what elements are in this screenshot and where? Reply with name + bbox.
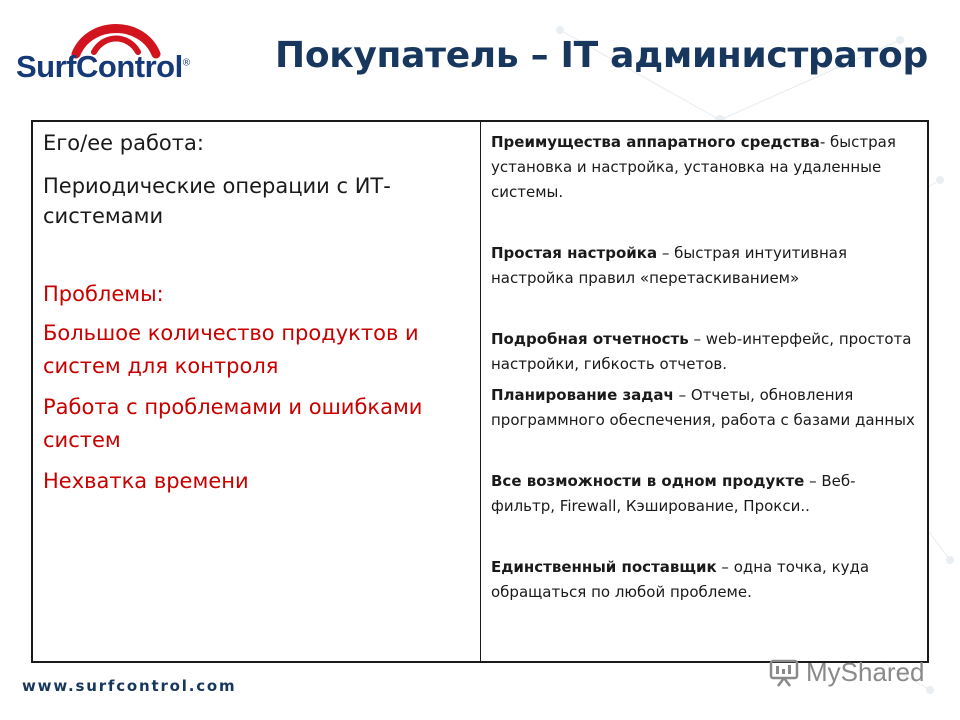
registered-mark: ® (182, 57, 190, 69)
job-heading: Его/ее работа: (43, 131, 204, 155)
right-column (481, 122, 927, 661)
advantage-title: Простая настройка (491, 244, 658, 262)
advantage-item (491, 327, 917, 377)
advantage-item (491, 383, 917, 433)
problem-item: Нехватка времени (43, 469, 249, 493)
advantage-text: – быстрая интуитивная настройка правил «перетаскиванием» (491, 244, 847, 287)
left-column (33, 122, 481, 661)
advantage-text: - быстрая установка и настройка, установка на удаленные системы. (491, 133, 896, 201)
logo-wordmark (16, 49, 190, 85)
advantage-item (491, 555, 917, 605)
problem-item: Работа с проблемами и ошибками систем (43, 395, 423, 452)
page-title: Покупатель – IT администратор (275, 35, 928, 76)
advantage-title: Единственный поставщик (491, 558, 717, 576)
problem-item: Большое количество продуктов и систем для контроля (43, 321, 419, 378)
advantage-text: – одна точка, куда обращаться по любой проблеме. (491, 558, 870, 601)
advantage-item (491, 469, 917, 519)
job-description: Периодические операции с ИТ-системами (43, 174, 391, 228)
advantage-title: Все возможности в одном продукте (491, 472, 805, 490)
problems-heading: Проблемы: (43, 282, 164, 306)
advantage-text: – Отчеты, обновления программного обеспечения, работа с базами данных (491, 386, 915, 429)
footer-url: www.surfcontrol.com (22, 677, 237, 695)
advantage-title: Планирование задач (491, 386, 674, 404)
surfcontrol-logo (16, 14, 216, 86)
watermark-text: MyShared (806, 656, 925, 687)
advantage-item (491, 130, 917, 205)
presentation-icon (768, 656, 800, 688)
content-table (31, 120, 929, 663)
advantage-item (491, 241, 917, 291)
advantage-text: – Веб-фильтр, Firewall, Кэширование, Прокси.. (491, 472, 856, 515)
myshared-watermark (768, 656, 925, 688)
logo-text: SurfControl (16, 49, 183, 84)
advantage-title: Подробная отчетность (491, 330, 689, 348)
advantage-text: – web-интерфейс, простота настройки, гибкость отчетов. (491, 330, 912, 373)
advantage-title: Преимущества аппаратного средства (491, 133, 820, 151)
